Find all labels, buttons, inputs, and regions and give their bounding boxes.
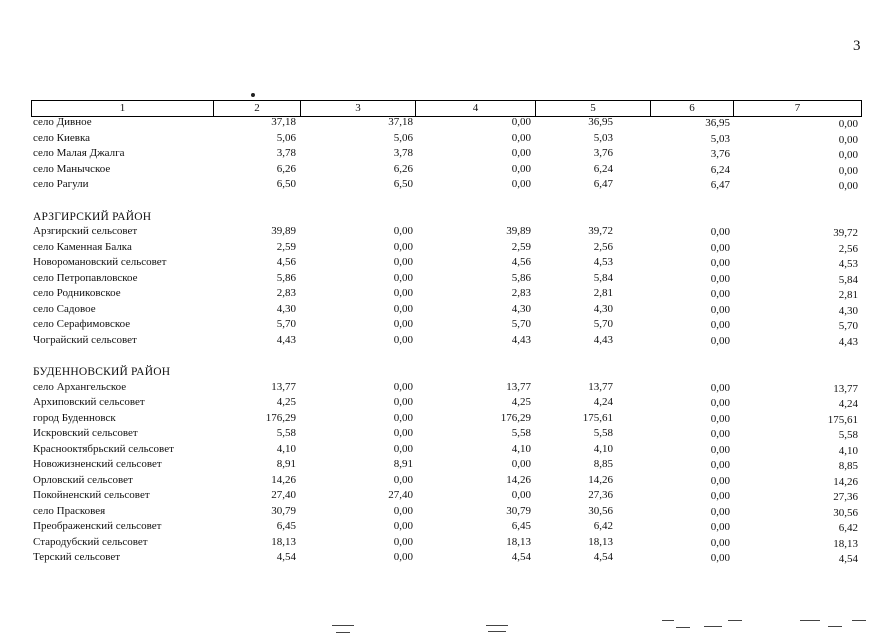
row-name: село Родниковское — [33, 287, 121, 299]
cell-col-3: 0,00 — [393, 442, 413, 455]
cell-col-4: 176,29 — [500, 411, 531, 424]
cell-col-7: 4,24 — [838, 398, 858, 410]
table-row — [31, 457, 861, 472]
table-row — [31, 535, 861, 550]
cell-col-2: 4,43 — [276, 333, 296, 346]
cell-col-4: 5,58 — [511, 427, 531, 439]
cell-col-4: 5,70 — [511, 318, 531, 330]
cell-col-3: 0,00 — [393, 333, 413, 346]
cell-col-3: 6,26 — [393, 162, 413, 175]
table-row — [31, 550, 861, 565]
cell-col-6: 0,00 — [710, 412, 730, 425]
cell-col-7: 0,00 — [838, 133, 858, 146]
cell-col-6: 0,00 — [710, 226, 730, 238]
section-title: БУДЕННОВСКИЙ РАЙОН — [33, 366, 171, 378]
page-number: 3 — [853, 38, 861, 54]
cell-col-5: 4,30 — [593, 302, 613, 315]
row-name: село Архангельское — [33, 380, 127, 393]
cell-col-3: 0,00 — [393, 551, 413, 563]
header-cell-6: 6 — [650, 101, 733, 116]
cell-col-2: 5,86 — [276, 271, 296, 284]
cell-col-4: 2,59 — [511, 240, 531, 253]
cell-col-6: 0,00 — [710, 443, 730, 456]
scan-mark — [800, 620, 820, 621]
cell-col-6: 0,00 — [710, 334, 730, 347]
scan-mark — [676, 627, 690, 628]
cell-col-7: 4,54 — [838, 553, 858, 565]
row-name: Архиповский сельсовет — [33, 396, 145, 408]
cell-col-7: 0,00 — [838, 118, 858, 130]
cell-col-5: 39,72 — [588, 225, 613, 237]
cell-col-6: 6,47 — [710, 179, 730, 191]
section-title: АРЗГИРСКИЙ РАЙОН — [33, 210, 152, 223]
table-row — [31, 411, 861, 426]
row-name: Искровский сельсовет — [33, 427, 138, 439]
cell-col-5: 3,76 — [593, 147, 613, 159]
cell-col-2: 3,78 — [276, 147, 296, 159]
table-row — [31, 131, 861, 146]
cell-col-4: 0,00 — [511, 489, 531, 501]
cell-col-3: 37,18 — [388, 116, 413, 128]
cell-col-4: 0,00 — [511, 116, 531, 128]
cell-col-4: 0,00 — [511, 131, 531, 144]
cell-col-2: 4,25 — [276, 396, 296, 408]
table-row — [31, 162, 861, 177]
cell-col-6: 0,00 — [710, 474, 730, 487]
cell-col-5: 5,84 — [593, 271, 613, 284]
cell-col-7: 13,77 — [833, 382, 858, 395]
cell-col-5: 8,85 — [593, 458, 613, 470]
cell-col-4: 30,79 — [506, 504, 531, 517]
cell-col-5: 2,56 — [593, 240, 613, 253]
cell-col-6: 0,00 — [710, 319, 730, 331]
cell-col-3: 0,00 — [393, 427, 413, 439]
cell-col-3: 0,00 — [393, 271, 413, 284]
scan-mark — [336, 632, 350, 633]
cell-col-5: 6,47 — [593, 178, 613, 190]
cell-col-4: 18,13 — [506, 535, 531, 548]
cell-col-5: 4,43 — [593, 333, 613, 346]
cell-col-4: 0,00 — [511, 147, 531, 159]
cell-col-2: 6,50 — [276, 178, 296, 190]
header-cell-7: 7 — [733, 101, 861, 116]
cell-col-2: 13,77 — [271, 380, 296, 393]
cell-col-7: 6,42 — [838, 522, 858, 534]
cell-col-4: 4,10 — [511, 442, 531, 455]
cell-col-2: 5,70 — [276, 318, 296, 330]
cell-col-6: 3,76 — [710, 148, 730, 160]
cell-col-7: 0,00 — [838, 164, 858, 177]
scan-mark — [852, 620, 866, 621]
cell-col-2: 2,59 — [276, 240, 296, 253]
cell-col-3: 8,91 — [393, 458, 413, 470]
cell-col-3: 0,00 — [393, 240, 413, 253]
scan-dot — [251, 93, 255, 97]
cell-col-7: 5,84 — [838, 273, 858, 286]
cell-col-6: 0,00 — [710, 521, 730, 533]
cell-col-3: 0,00 — [393, 396, 413, 408]
row-name: город Буденновск — [33, 411, 116, 424]
cell-col-5: 4,53 — [593, 256, 613, 268]
cell-col-2: 6,26 — [276, 162, 296, 175]
cell-col-7: 4,53 — [838, 258, 858, 270]
table-row — [31, 255, 861, 270]
cell-col-7: 4,30 — [838, 304, 858, 317]
cell-col-4: 0,00 — [511, 458, 531, 470]
table-row — [31, 488, 861, 503]
row-name: Новоромановский сельсовет — [33, 256, 167, 268]
cell-col-5: 4,24 — [593, 396, 613, 408]
cell-col-4: 4,30 — [511, 302, 531, 315]
row-name: село Садовое — [33, 302, 96, 315]
scan-mark — [828, 626, 842, 627]
cell-col-6: 5,03 — [710, 132, 730, 145]
cell-col-2: 8,91 — [276, 458, 296, 470]
cell-col-3: 27,40 — [388, 489, 413, 501]
header-cell-4: 4 — [415, 101, 535, 116]
cell-col-2: 176,29 — [265, 411, 296, 424]
cell-col-3: 0,00 — [393, 473, 413, 486]
scan-mark — [332, 625, 354, 626]
cell-col-4: 0,00 — [511, 162, 531, 175]
cell-col-7: 0,00 — [838, 149, 858, 161]
cell-col-2: 4,10 — [276, 442, 296, 455]
cell-col-6: 0,00 — [710, 303, 730, 316]
cell-col-5: 6,42 — [593, 520, 613, 532]
header-cell-3: 3 — [300, 101, 415, 116]
table-row — [31, 271, 861, 286]
cell-col-4: 4,56 — [511, 256, 531, 268]
cell-col-2: 5,06 — [276, 131, 296, 144]
cell-col-2: 2,83 — [276, 287, 296, 299]
table-row — [31, 224, 861, 239]
cell-col-7: 4,43 — [838, 335, 858, 348]
table-row — [31, 146, 861, 161]
cell-col-6: 0,00 — [710, 241, 730, 254]
row-name: село Манычское — [33, 162, 111, 175]
row-name: Арзгирский сельсовет — [33, 225, 138, 237]
cell-col-7: 39,72 — [833, 227, 858, 239]
cell-col-6: 0,00 — [710, 505, 730, 518]
cell-col-4: 14,26 — [506, 473, 531, 486]
cell-col-2: 37,18 — [271, 116, 296, 128]
cell-col-5: 13,77 — [588, 380, 613, 393]
cell-col-7: 5,58 — [838, 429, 858, 441]
cell-col-2: 18,13 — [271, 535, 296, 548]
scan-mark — [728, 620, 742, 621]
cell-col-5: 27,36 — [588, 489, 613, 501]
cell-col-4: 4,54 — [511, 551, 531, 563]
cell-col-3: 0,00 — [393, 287, 413, 299]
cell-col-5: 36,95 — [588, 116, 613, 128]
row-name: Чограйский сельсовет — [33, 333, 137, 346]
cell-col-2: 4,56 — [276, 256, 296, 268]
cell-col-3: 0,00 — [393, 225, 413, 237]
cell-col-6: 0,00 — [710, 257, 730, 269]
cell-col-5: 30,56 — [588, 504, 613, 517]
header-cell-2: 2 — [213, 101, 300, 116]
scan-mark — [486, 625, 508, 626]
cell-col-5: 5,58 — [593, 427, 613, 439]
cell-col-4: 4,43 — [511, 333, 531, 346]
cell-col-6: 0,00 — [710, 381, 730, 394]
cell-col-5: 6,24 — [593, 162, 613, 175]
row-name: село Рагули — [33, 178, 89, 190]
cell-col-4: 13,77 — [506, 380, 531, 393]
row-name: Преображенский сельсовет — [33, 520, 162, 532]
cell-col-4: 5,86 — [511, 271, 531, 284]
cell-col-3: 5,06 — [393, 131, 413, 144]
header-cell-5: 5 — [535, 101, 650, 116]
cell-col-6: 0,00 — [710, 288, 730, 300]
cell-col-3: 0,00 — [393, 504, 413, 517]
cell-col-2: 14,26 — [271, 473, 296, 486]
cell-col-5: 4,10 — [593, 442, 613, 455]
cell-col-5: 5,03 — [593, 131, 613, 144]
cell-col-3: 0,00 — [393, 380, 413, 393]
cell-col-3: 3,78 — [393, 147, 413, 159]
cell-col-7: 5,70 — [838, 320, 858, 332]
cell-col-4: 4,25 — [511, 396, 531, 408]
cell-col-3: 0,00 — [393, 302, 413, 315]
cell-col-3: 0,00 — [393, 411, 413, 424]
cell-col-2: 6,45 — [276, 520, 296, 532]
row-name: село Серафимовское — [33, 318, 131, 330]
cell-col-2: 4,30 — [276, 302, 296, 315]
table-row — [31, 302, 861, 317]
cell-col-3: 0,00 — [393, 256, 413, 268]
table-row — [31, 333, 861, 348]
cell-col-6: 0,00 — [710, 459, 730, 471]
row-name: Новожизненский сельсовет — [33, 458, 162, 470]
cell-col-5: 175,61 — [582, 411, 613, 424]
cell-col-2: 4,54 — [276, 551, 296, 563]
table-row — [31, 177, 861, 192]
cell-col-4: 2,83 — [511, 287, 531, 299]
cell-col-2: 30,79 — [271, 504, 296, 517]
scan-mark — [704, 626, 722, 627]
row-name: Краснооктябрьский сельсовет — [33, 442, 174, 455]
header-cell-1: 1 — [119, 102, 126, 114]
cell-col-4: 39,89 — [506, 225, 531, 237]
table-row — [31, 426, 861, 441]
row-name: Орловский сельсовет — [33, 473, 133, 486]
cell-col-6: 0,00 — [710, 272, 730, 285]
table-row — [31, 317, 861, 332]
cell-col-6: 0,00 — [710, 428, 730, 440]
cell-col-7: 30,56 — [833, 506, 858, 519]
cell-col-6: 36,95 — [705, 117, 730, 129]
cell-col-5: 14,26 — [588, 473, 613, 486]
cell-col-5: 4,54 — [593, 551, 613, 563]
cell-col-3: 0,00 — [393, 318, 413, 330]
cell-col-5: 18,13 — [588, 535, 613, 548]
cell-col-4: 0,00 — [511, 178, 531, 190]
row-name: село Дивное — [33, 116, 92, 128]
row-name: Стародубский сельсовет — [33, 535, 148, 548]
cell-col-6: 0,00 — [710, 490, 730, 502]
row-name: село Каменная Балка — [33, 240, 132, 253]
cell-col-2: 5,58 — [276, 427, 296, 439]
cell-col-6: 0,00 — [710, 536, 730, 549]
table-row — [31, 286, 861, 301]
cell-col-7: 14,26 — [833, 475, 858, 488]
cell-col-7: 0,00 — [838, 180, 858, 192]
cell-col-7: 8,85 — [838, 460, 858, 472]
row-name: село Петропавловское — [33, 271, 138, 284]
cell-col-3: 0,00 — [393, 520, 413, 532]
cell-col-6: 0,00 — [710, 552, 730, 564]
table-row — [31, 380, 861, 395]
cell-col-2: 39,89 — [271, 225, 296, 237]
row-name: Терский сельсовет — [33, 551, 121, 563]
cell-col-7: 175,61 — [827, 413, 858, 426]
cell-col-7: 18,13 — [833, 537, 858, 550]
cell-col-7: 4,10 — [838, 444, 858, 457]
cell-col-2: 27,40 — [271, 489, 296, 501]
cell-col-7: 2,56 — [838, 242, 858, 255]
table-row — [31, 240, 861, 255]
cell-col-4: 6,45 — [511, 520, 531, 532]
cell-col-3: 6,50 — [393, 178, 413, 190]
table-row — [31, 504, 861, 519]
cell-col-6: 0,00 — [710, 397, 730, 409]
table-row — [31, 519, 861, 534]
table-row — [31, 395, 861, 410]
cell-col-5: 5,70 — [593, 318, 613, 330]
cell-col-7: 2,81 — [838, 289, 858, 301]
table-row — [31, 115, 861, 130]
cell-col-7: 27,36 — [833, 491, 858, 503]
row-name: Покойненский сельсовет — [33, 489, 150, 501]
cell-col-3: 0,00 — [393, 535, 413, 548]
row-name: село Прасковея — [33, 504, 106, 517]
table-row — [31, 442, 861, 457]
cell-col-6: 6,24 — [710, 163, 730, 176]
table-row — [31, 473, 861, 488]
row-name: село Киевка — [33, 131, 90, 144]
row-name: село Малая Джалга — [33, 147, 125, 159]
cell-col-5: 2,81 — [593, 287, 613, 299]
scan-mark — [488, 631, 506, 632]
scan-mark — [662, 620, 674, 621]
